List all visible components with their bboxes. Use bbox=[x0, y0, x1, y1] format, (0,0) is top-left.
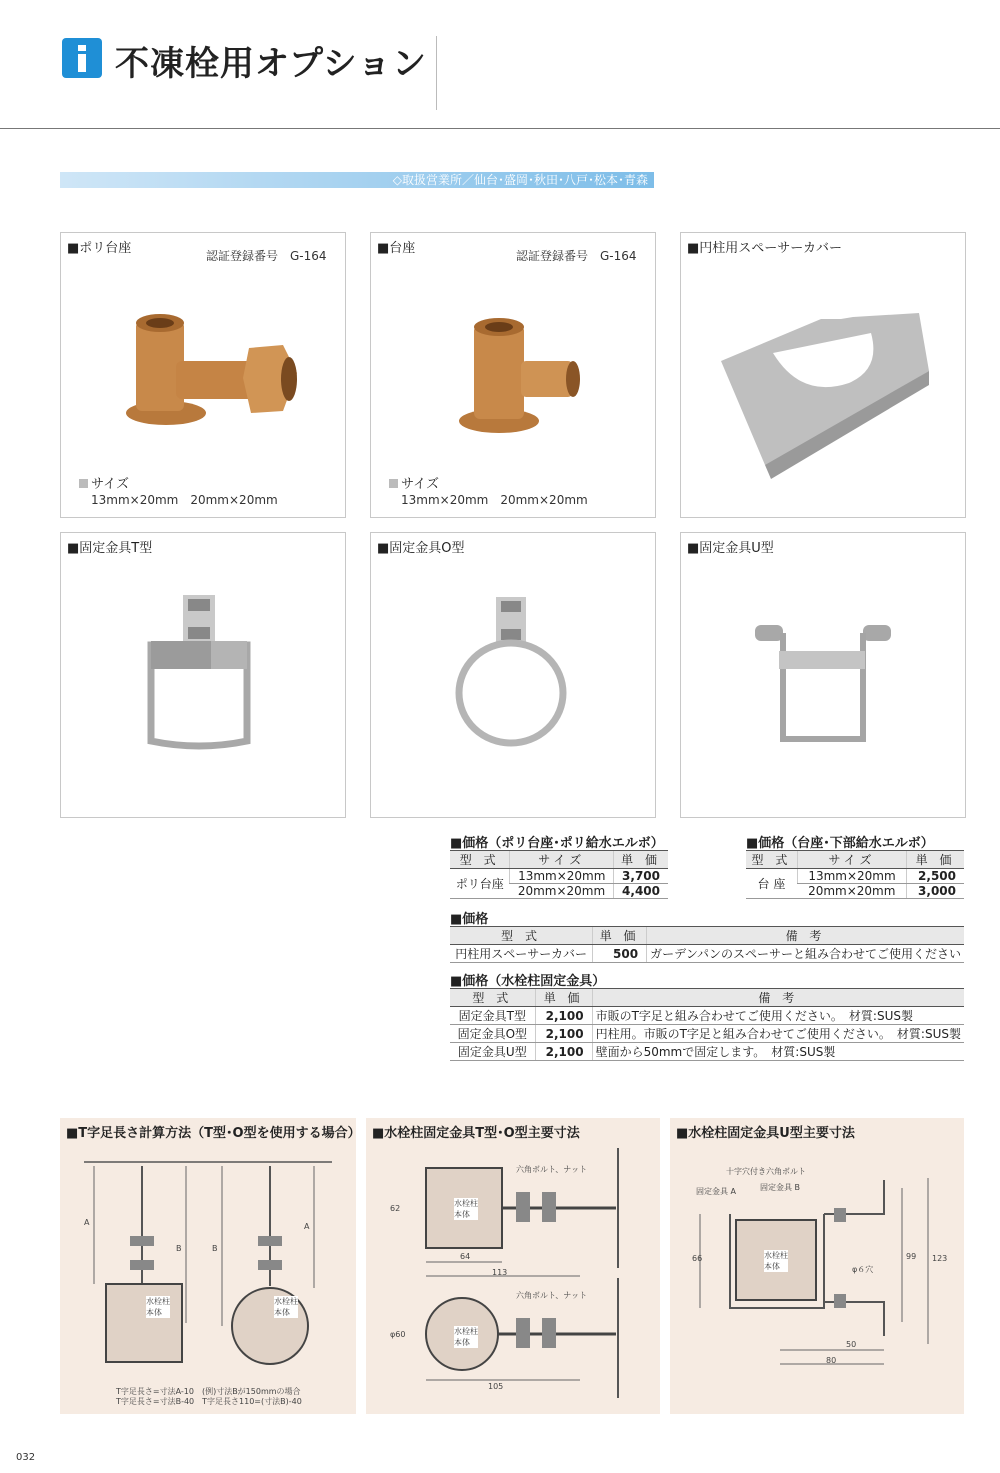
product-title: ■固定金具U型 bbox=[687, 541, 774, 556]
price-cell: 500 bbox=[593, 945, 647, 963]
size-cell: 13mm×20mm bbox=[797, 869, 906, 884]
note-cell: 市販のT字足と組み合わせてご使用ください。 材質:SUS製 bbox=[592, 1007, 964, 1025]
bolt-label: 十字穴付き六角ボルト bbox=[726, 1167, 806, 1176]
model-cell: 台 座 bbox=[746, 869, 797, 899]
price-table-title: ■価格（ポリ台座･ポリ給水エルボ） bbox=[450, 836, 664, 851]
dimension-label: 123 bbox=[932, 1254, 948, 1263]
price-table-title: ■価格 bbox=[450, 912, 489, 927]
cert-number: 認証登録番号 G-164 bbox=[206, 249, 327, 263]
table-row bbox=[450, 1025, 964, 1043]
diagram-u-dimensions bbox=[670, 1118, 964, 1414]
model-cell: 固定金具O型 bbox=[450, 1025, 535, 1043]
divider bbox=[0, 128, 1000, 129]
size-label: サイズ bbox=[79, 473, 129, 492]
price-table-title: ■価格（台座･下部給水エルボ） bbox=[746, 836, 934, 851]
product-base bbox=[370, 232, 656, 518]
dimension-label: 105 bbox=[488, 1382, 504, 1391]
table-row bbox=[450, 945, 964, 963]
product-bracket-u bbox=[680, 532, 966, 818]
model-cell: ポリ台座 bbox=[450, 869, 510, 899]
fixture-b-label: 固定金具 B bbox=[760, 1183, 801, 1192]
body-label: 水栓柱本体 bbox=[146, 1297, 170, 1317]
column-header: サイズ bbox=[510, 851, 614, 869]
column-header: 単 価 bbox=[593, 927, 647, 945]
price-table-base bbox=[746, 850, 964, 899]
bracket-u-image bbox=[681, 533, 965, 817]
note-cell: ガーデンパンのスペーサーと組み合わせてご使用ください bbox=[647, 945, 964, 963]
product-bracket-o bbox=[370, 532, 656, 818]
table-row bbox=[450, 1007, 964, 1025]
bolt-label: 六角ボルト、ナット bbox=[516, 1291, 588, 1300]
fixture-a-label: 固定金具 A bbox=[696, 1187, 737, 1196]
price-table-title: ■価格（水栓柱固定金具） bbox=[450, 974, 606, 989]
column-header: 型 式 bbox=[450, 851, 510, 869]
body-label: 水栓柱本体 bbox=[454, 1199, 478, 1219]
column-header: 単 価 bbox=[614, 851, 668, 869]
column-header: 型 式 bbox=[450, 989, 535, 1007]
note-cell: 円柱用。市販のT字足と組み合わせてご使用ください。 材質:SUS製 bbox=[592, 1025, 964, 1043]
hole-label: φ６穴 bbox=[852, 1265, 874, 1274]
column-header: 備 考 bbox=[592, 989, 964, 1007]
price-cell: 3,000 bbox=[907, 884, 964, 899]
price-cell: 4,400 bbox=[614, 884, 668, 899]
size-label: サイズ bbox=[389, 473, 439, 492]
body-label: 水栓柱本体 bbox=[454, 1327, 478, 1347]
bracket-o-image bbox=[371, 533, 655, 817]
product-spacer-cover bbox=[680, 232, 966, 518]
model-cell: 円柱用スペーサーカバー bbox=[450, 945, 593, 963]
page-title: 不凍栓用オプション bbox=[115, 44, 427, 84]
size-cell: 20mm×20mm bbox=[510, 884, 614, 899]
column-header: 型 式 bbox=[746, 851, 797, 869]
table-row bbox=[746, 869, 964, 884]
price-cell: 2,500 bbox=[907, 869, 964, 884]
t-foot-diagram bbox=[60, 1118, 356, 1414]
price-table-poly-base bbox=[450, 850, 668, 899]
column-header: 単 価 bbox=[535, 989, 592, 1007]
table-row bbox=[450, 1043, 964, 1061]
product-bracket-t bbox=[60, 532, 346, 818]
product-title: ■固定金具O型 bbox=[377, 541, 465, 556]
dimension-label: 99 bbox=[906, 1252, 917, 1261]
spacer-cover-image bbox=[681, 233, 965, 517]
diagram-title: ■水栓柱固定金具U型主要寸法 bbox=[676, 1126, 855, 1141]
size-cell: 20mm×20mm bbox=[797, 884, 906, 899]
dimension-label: φ60 bbox=[390, 1330, 406, 1339]
diagram-t-foot-calc bbox=[60, 1118, 361, 1414]
body-label: 水栓柱本体 bbox=[274, 1297, 298, 1317]
model-cell: 固定金具U型 bbox=[450, 1043, 535, 1061]
product-title: ■円柱用スペーサーカバー bbox=[687, 241, 843, 256]
table-row bbox=[450, 869, 668, 884]
model-cell: 固定金具T型 bbox=[450, 1007, 535, 1025]
product-title: ■台座 bbox=[377, 241, 416, 256]
dimension-label: 64 bbox=[460, 1252, 471, 1261]
price-table-brackets bbox=[450, 988, 964, 1061]
dimension-label: B bbox=[212, 1244, 218, 1253]
product-title: ■固定金具T型 bbox=[67, 541, 153, 556]
size-value: 13mm×20mm 20mm×20mm bbox=[91, 493, 278, 507]
dimension-label: 50 bbox=[846, 1340, 857, 1349]
diagram-title: ■T字足長さ計算方法（T型･O型を使用する場合） bbox=[66, 1126, 361, 1141]
dimension-label: 62 bbox=[390, 1204, 401, 1213]
dimension-label: A bbox=[304, 1222, 310, 1231]
u-dimension-diagram bbox=[670, 1118, 964, 1412]
column-header: サイズ bbox=[797, 851, 906, 869]
t-o-dimension-diagram bbox=[366, 1118, 660, 1412]
product-poly-base bbox=[60, 232, 346, 518]
cert-number: 認証登録番号 G-164 bbox=[516, 249, 637, 263]
bracket-t-image bbox=[61, 533, 345, 817]
diagram-t-o-dimensions bbox=[366, 1118, 660, 1414]
price-cell: 2,100 bbox=[535, 1043, 592, 1061]
column-header: 備 考 bbox=[647, 927, 964, 945]
product-title: ■ポリ台座 bbox=[67, 241, 132, 256]
diagram-title: ■水栓柱固定金具T型･O型主要寸法 bbox=[372, 1126, 580, 1141]
info-icon bbox=[62, 38, 102, 78]
dimension-label: 113 bbox=[492, 1268, 508, 1277]
dimension-label: A bbox=[84, 1218, 90, 1227]
price-table-spacer bbox=[450, 926, 964, 963]
size-cell: 13mm×20mm bbox=[510, 869, 614, 884]
dimension-label: 66 bbox=[692, 1254, 703, 1263]
dimension-label: B bbox=[176, 1244, 182, 1253]
price-cell: 2,100 bbox=[535, 1025, 592, 1043]
page-number: 032 bbox=[16, 1452, 36, 1463]
size-value: 13mm×20mm 20mm×20mm bbox=[401, 493, 588, 507]
price-cell: 3,700 bbox=[614, 869, 668, 884]
office-text: ◇取扱営業所／仙台･盛岡･秋田･八戸･松本･青森 bbox=[392, 173, 648, 187]
price-cell: 2,100 bbox=[535, 1007, 592, 1025]
note-cell: 壁面から50mmで固定します。 材質:SUS製 bbox=[592, 1043, 964, 1061]
calc-note: T字足長さ=寸法A-10 (例)寸法Bが150mmの場合 bbox=[116, 1387, 301, 1396]
column-header: 型 式 bbox=[450, 927, 593, 945]
dimension-label: 80 bbox=[826, 1356, 837, 1365]
calc-note: T字足長さ=寸法B-40 T字足長さ110=(寸法B)-40 bbox=[116, 1397, 302, 1406]
office-banner bbox=[60, 172, 654, 188]
column-header: 単 価 bbox=[907, 851, 964, 869]
bolt-label: 六角ボルト、ナット bbox=[516, 1165, 588, 1174]
body-label: 水栓柱本体 bbox=[764, 1251, 788, 1271]
divider bbox=[436, 36, 437, 110]
